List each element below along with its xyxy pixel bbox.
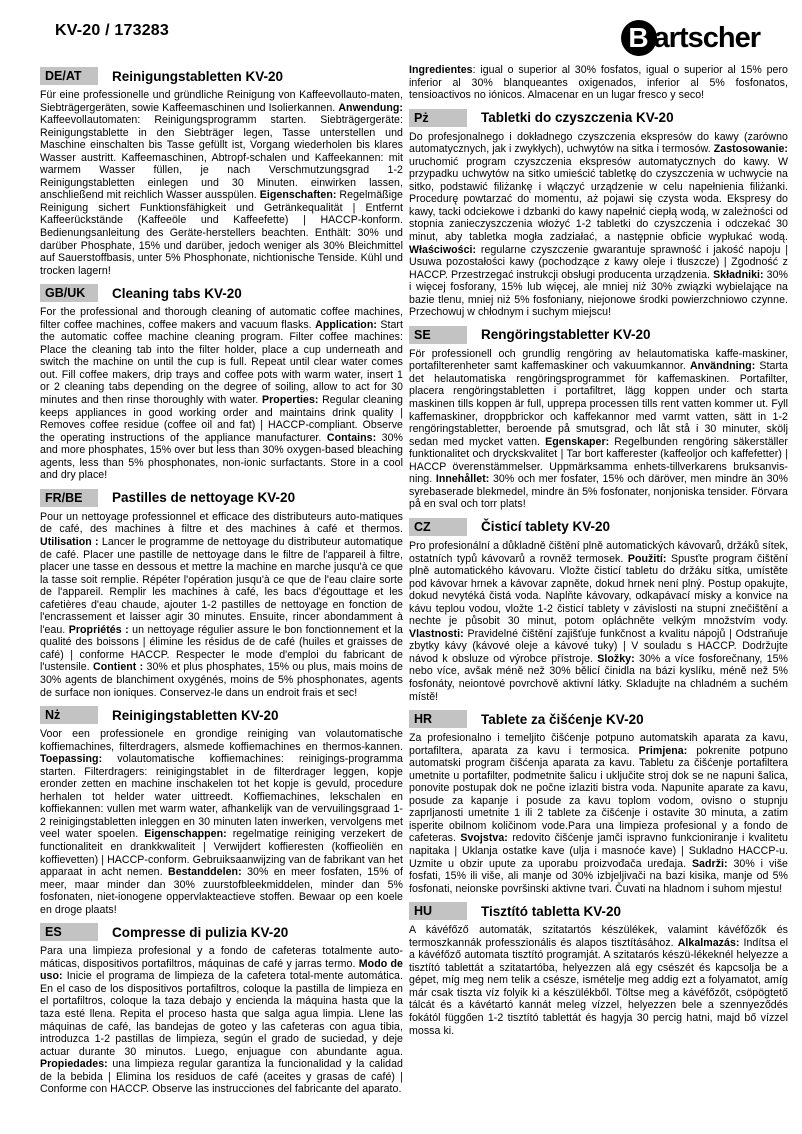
section-heading bbox=[40, 923, 403, 941]
section-heading bbox=[409, 326, 788, 344]
language-badge: SE bbox=[409, 326, 467, 344]
section-title: Tabletki do czyszczenia KV-20 bbox=[481, 110, 674, 126]
language-badge: CZ bbox=[409, 518, 467, 536]
section-body-text: Pro profesionální a důkladně čištění plně automatických kávovarů, držáků sítek, ostatních typů kávovarů a rovněž termosek. Použití: Spusťte program čištění plně automatického kávovaru. Vložte čisticí tabletu do držáku sítka, umístěte pod kávovar hrnek a kávovar zapněte, dokud hrnek není plný. Postup opakujte, dokud nevytéká čistá voda. Naplňte kávovary, odkapávací misky a konvice na kávu teplou vodou, vložte 1-2 čisticí tablety v závislosti na stupni znečištění a nechte je působit 30 minut, potom opláchněte velkým množstvím vody. Vlastnosti: Pravidelné čištění zajišťuje funkčnost a kvalitu nápojů | Odstraňuje zbytky kávy (kávové oleje a kávové tuky) | V souladu s HACCP. Dodržujte návod k obsluze od výrobce přístroje. Složky: 30% a více fosforečnany, 15% nebo více, avšak méně než 30% bělicí činidla na bázi kyslíku, méně než 5% fosfonáty, neiontové povrchově aktivní látky. Skladujte na chladném a suchém místě! bbox=[409, 539, 788, 703]
page-header bbox=[0, 0, 802, 62]
language-section bbox=[40, 67, 403, 277]
section-heading bbox=[40, 67, 403, 85]
language-badge: FR/BE bbox=[40, 489, 98, 507]
bartscher-logo bbox=[621, 20, 760, 56]
language-section bbox=[409, 109, 788, 319]
language-section bbox=[40, 706, 403, 916]
section-title: Cleaning tabs KV-20 bbox=[112, 285, 242, 301]
section-heading bbox=[40, 706, 403, 724]
brand-wordmark: artscher bbox=[653, 21, 760, 54]
language-section bbox=[40, 284, 403, 482]
section-title: Tablete za čišćenje KV-20 bbox=[481, 711, 644, 727]
section-title: Reinigingstabletten KV-20 bbox=[112, 707, 279, 723]
language-section bbox=[409, 518, 788, 703]
product-code: KV-20 / 173283 bbox=[55, 22, 169, 39]
section-title: Tisztító tabletta KV-20 bbox=[481, 903, 622, 919]
language-section bbox=[409, 64, 788, 102]
section-body-text: Para una limpieza profesional y a fondo de cafeteras totalmente auto-máticas, dispositivos portafiltros, máquinas de café y jarras termo. Modo de uso: Inicie el programa de limpieza de la cafetera total-mente automática. En el caso de los dispositivos portafiltros, coloque la pastilla de limpieza en el portafiltros, coloque la taza debajo y encienda la máquina hasta que la taza esté llena. Repita el proceso hasta que salga agua limpia. Llene las máquinas de café, las bandejas de goteo y las cafeteras con agua tibia, introduzca 1-2 pastillas de limpieza, según el grado de suciedad, y deje actuar durante 30 minutos. Luego, enjuague con abundante agua. Propiedades: una limpieza regular garantiza la funcionalidad y la calidad de la bebida | Elimina los residuos de café (aceites y grasas de café) | Conforme con HACCP. Observe las instrucciones del fabricante del aparato. bbox=[40, 945, 403, 1096]
language-badge: ES bbox=[40, 923, 98, 941]
language-badge: HU bbox=[409, 902, 467, 920]
language-badge: HR bbox=[409, 710, 467, 728]
section-title: Compresse di pulizia KV-20 bbox=[112, 924, 289, 940]
section-heading bbox=[409, 109, 788, 127]
section-heading bbox=[40, 489, 403, 507]
section-body-text: Voor een professionele en grondige reiniging van volautomatische koffiemachines, filterdragers, alsmede koffiemachines en thermos-kannen. Toepassing: volautomatische koffiemachines: reinigings-programma starten. Filterdragers: reinigingstablet in de filterdrager leggen, kopje eronder zetten en machine inschakelen tot het kopje is gevuld, procedure herhalen tot helder water uittreedt. Koffiemachines, lekschalen en koffiekannen: vullen met warm water, afhankelijk van de vervuilingsgraad 1-2 reinigingstabletten inleggen en 30 minuten laten inwerken, vervolgens met veel water spoelen. Eigenschappen: regelmatige reiniging verzekert de functionaliteit en drankkwaliteit | Verwijdert koffieresten (koffieoliën en koffievetten) | HACCP-conform. Gebruiksaanwijzing van de fabrikant van het apparaat in acht nemen. Bestanddelen: 30% en meer fosfaten, 15% of meer, maar minder dan 30% zuurstofbleekmiddelen, minder dan 5% fosfonaten, niet-ionogene oppervlakteactieve stoffen. Bewaar op een koele en droge plaats! bbox=[40, 728, 403, 916]
section-heading bbox=[40, 284, 403, 302]
document-body bbox=[0, 62, 802, 1103]
section-body-text: För professionell och grundlig rengöring av helautomatiska kaffe-maskiner, portafilterenheter samt kaffemaskiner och vakuumkannor. Användning: Starta det helautomatiska rengöringsprogrammet för kaffemaskinen. Portafilter, placera rengöringstabletten i portafiltret, lägg koppen under och starta maskinen tills koppen är full, upprepa processen tills rent vatten kommer ut. Fyll kaffemaskiner, droppbrickor och kaffekannor med varmt vatten, sätt in 1-2 rengöringstabletter, beroende på smutsgrad, och låt stå i 30 minuter, skölj sedan med mycket vatten. Egenskaper: Regelbunden rengöring säkerställer funktionalitet och dryckskvalitet | Tar bort kafferester (kaffeoljor och kaffefetter) | HACCP överenstämmelser. Uppmärksamma enhets-tillverkarens bruksanvis-ning. Innehållet: 30% och mer fosfater, 15% och däröver, men mindre än 30% syrebaserade blekmedel, mindre än 5% fosfonater, nonjoniska tensider. Förvara på en sval och torr plats! bbox=[409, 347, 788, 511]
language-section bbox=[40, 923, 403, 1096]
language-section bbox=[40, 489, 403, 699]
language-badge: Pż bbox=[409, 109, 467, 127]
section-body-text: A kávéfőző automaták, szitatartós készülékek, valamint kávéfőzők és termoszkannák professzionális és alapos tisztításához. Alkalmazás: Indítsa el a kávéfőző automata tisztító programját. A szitatarós készü-lékeknél helyezze a tisztító tablettát a szitatartóba, helyezzen alá egy csészét és kapcsolja be a gépet, míg meg nem telik a csésze, ismételje meg addig ezt a folyamatot, amíg már csak tiszta víz folyik ki a készülékből. Töltse meg a kávéfőzőt, csöpögtető tálcát és a kávétartó kannát meleg vízzel, helyezzen bele a szennyeződés fokától függően 1-2 tisztító tablettát és hagyja 30 percig hatni, majd bő vízzel mossa ki. bbox=[409, 924, 788, 1037]
section-body-text: For the professional and thorough cleaning of automatic coffee machines, filter coffee machines, coffee makers and vacuum flasks. Application: Start the automatic coffee machine cleaning program. Filter coffee machines: Place the cleaning tab into the filter holder, place a cup underneath and switch the machine on until the cup is full. Repeat until clear water comes out. Fill coffee makers, drip trays and coffee pots with warm water, insert 1 or 2 cleaning tabs depending on the degree of soiling, allow to act for 30 minutes and then rinse thoroughly with water. Properties: Regular cleaning keeps appliances in good working order and maintains drink quality | Removes coffee residue (coffee oil and fat) | HACCP-compliant. Observe the operating instructions of the appliance manufacturer. Contains: 30% and more phosphates, 15% over but less than 30% oxygen-based bleaching agents, less than 5% phosphonates, non-ionic surfactants. Store in a cool and dry place! bbox=[40, 306, 403, 482]
left-column bbox=[40, 64, 403, 1103]
language-section bbox=[409, 902, 788, 1037]
section-body-text: Pour un nettoyage professionnel et efficace des distributeurs auto-matiques de café, des machines à filtre et des machines à café et thermos. Utilisation : Lancer le programme de nettoyage du distributeur automatique de café. Placer une pastille de nettoyage dans le filtre de l'appareil à filtre, placer une tasse en dessous et mettre la machine en marche jusqu'à ce que la tasse soit remplie. Répéter l'opération jusqu'à ce que de l'eau claire sorte de l'appareil. Remplir les machines à café, les bacs d'égouttage et les cafetières d'eau chaude, ajouter 1-2 pastilles de nettoyage en fonction de l'encrassement et laisser agir 30 minutes. Ensuite, rincer abondamment à l'eau. Propriétés : un nettoyage régulier assure le bon fonctionnement et la qualité des boissons | élimine les résidus de de café (huiles et graisses de café) | conforme HACCP. Respecter le mode d'emploi du fabricant de l'ustensile. Contient : 30% et plus phosphates, 15% ou plus, mais moins de 30% agents de blanchiment oxygénés, moins de 5% phosphonates, agents de surface non ioniques. Conservez-le dans un endroit frais et sec! bbox=[40, 510, 403, 699]
language-badge: GB/UK bbox=[40, 284, 98, 302]
section-title: Reinigungstabletten KV-20 bbox=[112, 68, 284, 84]
section-title: Rengöringstabletter KV-20 bbox=[481, 327, 651, 343]
language-badge: DE/AT bbox=[40, 67, 98, 85]
section-heading bbox=[409, 518, 788, 536]
language-section bbox=[409, 326, 788, 511]
section-title: Čisticí tablety KV-20 bbox=[481, 519, 611, 535]
language-badge: Nż bbox=[40, 706, 98, 724]
brand-circle-b-icon: B bbox=[621, 20, 657, 56]
section-title: Pastilles de nettoyage KV-20 bbox=[112, 490, 296, 506]
section-body-text: Za profesionalno i temeljito čišćenje potpuno automatskih aparata za kavu, portafiltera, aparata za kavu i termosica. Primjena: pokrenite potpuno automatski program čišćenja aparata za kavu. Tabletu za čišćenje portafiltera umetnite u portafilter, podmetnite šalicu i uključite stroj dok se ne napuni šalica, ponovite postupak dok ne počne izlaziti bistra voda. Napunite aparate za kavu, posude za kapanje i posude za kavu toplom vodom, ovisno o stupnju zaprljanosti umetnite 1 ili 2 tablete za čišćenje i ostavite 30 minuta, a zatim isperite obilnom količinom vode.Para una limpieza profesional y a fondo de cafeteras. Svojstva: redovito čišćenje jamči ispravno funkcioniranje i kvalitetu napitaka | Uklanja ostatke kave (ulja i masnoće kave) | Sukladno HACCP-u. Uzmite u obzir upute za uporabu proizvođača uređaja. Sadrži: 30% i više fosfati, 15% ili više, ali manje od 30% izbjeljivači na bazi kisika, manje od 5% fosfonati, neionske površinski aktivne tvari. Čuvati na hladnom i suhom mjestu! bbox=[409, 732, 788, 895]
language-section bbox=[409, 710, 788, 895]
section-body-text: Do profesjonalnego i dokładnego czyszczenia ekspresów do kawy (zarówno automatycznych, jak i zwykłych), uchwytów na sitka i termosów. Zastosowanie: uruchomić program czyszczenia ekspresów automatycznych do kawy. W przypadku uchwytów na sitko umieścić tabletkę do czyszczenia w uchwycie na sitko, podstawić filiżankę i włączyć urządzenie w celu napełnienia filiżanki. Procedurę powtarzać do momentu, aż pojawi się czysta woda. Ekspresy do kawy, tacki odciekowe i dzbanki do kawy napełnić ciepłą wodą, w zależności od stopnia zanieczyszczenia włożyć 1-2 tabletki do czyszczenia i odczekać 30 minut, aby tabletka mogła zadziałać, a następnie obficie wypłukać wodą. Właściwości: regularne czyszczenie gwarantuje sprawność i jakość napoju | Usuwa pozostałości kawy (pochodzące z kawy oleje i tłuszcze) | Zgodność z HACCP. Przestrzegać instrukcji obsługi producenta urządzenia. Składniki: 30% i więcej fosforany, 15% lub więcej, ale mniej niż 30% związki wybielające na bazie tlenu, mniej niż 5% fosfoniany, niejonowe środki powierzchniowo czynne. Przechowuj w chłodnym i suchym miejscu! bbox=[409, 130, 788, 319]
section-heading bbox=[409, 710, 788, 728]
section-heading bbox=[409, 902, 788, 920]
section-body-text: Für eine professionelle und gründliche Reinigung von Kaffeevollauto-maten, Siebträgergeräten, sowie Kaffeemaschinen und Isolierkannen. Anwendung: Kaffeevollautomaten: Reinigungsprogramm starten. Siebträgergeräte: Reinigungstablette in den Siebträger legen, Tasse unterstellen und Maschine einschalten bis Tasse gefüllt ist, Vorgang wiederholen bis klares Wasser austritt. Kaffeemaschinen, Abtropf-schalen und Kaffeekannen: mit warmem Wasser füllen, je nach Verschmutzungsgrad 1-2 Reinigungstabletten einlegen und 30 Minuten. einwirken lassen, anschließend mit reichlich Wasser ausspülen. Eigenschaften: Regelmäßige Reinigung sichert Funktionsfähigkeit und Getränkequalität | Entfernt Kaffeerückstände (Kaffeeöle und Kaffeefette) | HACCP-konform. Bedienungsanleitung des Geräte-herstellers beachten. Enthält: 30% und darüber Phosphate, 15% und darüber, jedoch weniger als 30% Bleichmittel auf Sauerstoffbasis, unter 5% Phosphonate, nichtionische Tenside. Kühl und trocken lagern! bbox=[40, 89, 403, 277]
right-column bbox=[409, 64, 788, 1103]
section-body-text: Ingredientes: igual o superior al 30% fosfatos, igual o superior al 15% pero inferior al 30% blanqueantes oxigenados, inferior al 5% fosfonatos, tensioactivos no iónicos. Almacenar en un lugar fresco y seco! bbox=[409, 64, 788, 102]
